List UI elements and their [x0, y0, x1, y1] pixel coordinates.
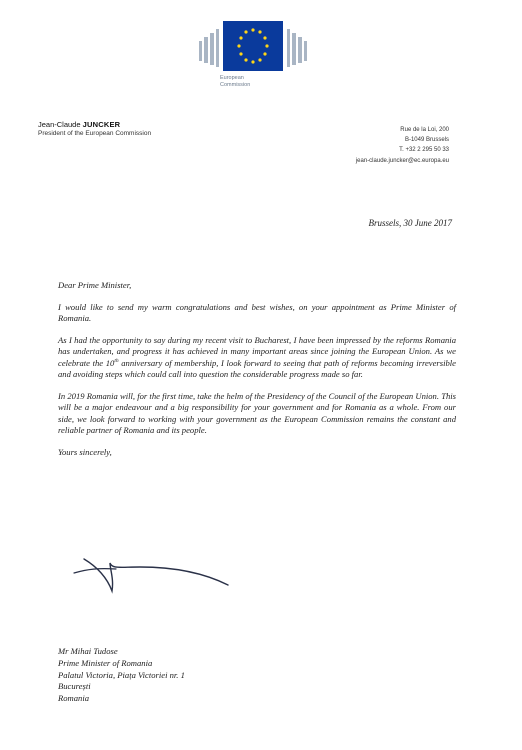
paragraph-2 — [58, 335, 456, 381]
logo-line-european: European — [220, 75, 244, 81]
letter-body — [58, 280, 456, 468]
paragraph-1: I would like to send my warm congratulations and best wishes, on your appointment as Prime Minister of Romania. — [58, 301, 456, 323]
sender-title: President of the European Commission — [38, 130, 152, 137]
recipient-block — [58, 646, 185, 705]
salutation: Dear Prime Minister, — [58, 280, 132, 290]
paragraph-2-start: As I had the opportunity to say during my recent visit to Bucharest, I have been impressed by the reforms Romania has undertaken, and progress it has achieved in many important areas since joining the European Union. As we celebrate the 10 — [58, 334, 456, 368]
sender-first-name: Jean-Claude — [38, 120, 81, 129]
sender-address — [356, 125, 449, 166]
sender-name — [38, 120, 120, 129]
european-commission-logo — [197, 19, 327, 99]
logo-text — [220, 75, 250, 89]
address-street: Rue de la Loi, 200 — [400, 127, 449, 133]
logo-line-commission: Commission — [220, 82, 251, 88]
recipient-street: Palatul Victoria, Piața Victoriei nr. 1 — [58, 669, 185, 680]
ordinal-suffix: th — [114, 357, 119, 364]
address-city: B-1049 Brussels — [404, 137, 449, 144]
letter-date: Brussels, 30 June 2017 — [368, 218, 452, 228]
sender-last-name: JUNCKER — [82, 120, 121, 129]
recipient-name: Mr Mihai Tudose — [58, 646, 118, 656]
recipient-title: Prime Minister of Romania — [58, 657, 153, 668]
paragraph-2-end: anniversary of membership, I look forward to seeing that path of reforms becoming irreversible and avoiding steps which could call into question the considerable progress made so far. — [58, 357, 456, 379]
recipient-city: București — [58, 681, 91, 692]
address-phone: T. +32 2 295 50 33 — [399, 147, 449, 154]
closing: Yours sincerely, — [58, 446, 112, 457]
recipient-country: Romania — [58, 693, 90, 704]
address-email: jean-claude.juncker@ec.europa.eu — [355, 157, 449, 164]
paragraph-3: In 2019 Romania will, for the first time, take the helm of the Presidency of the Council of the European Union. This will be a major endeavour and a big responsibility for your government and for Romania as a whole. From our side, we look forward to working with your government as the European Commission remains the constant and reliable partner of Romania and its people. — [58, 390, 456, 435]
signature-image — [70, 555, 230, 595]
